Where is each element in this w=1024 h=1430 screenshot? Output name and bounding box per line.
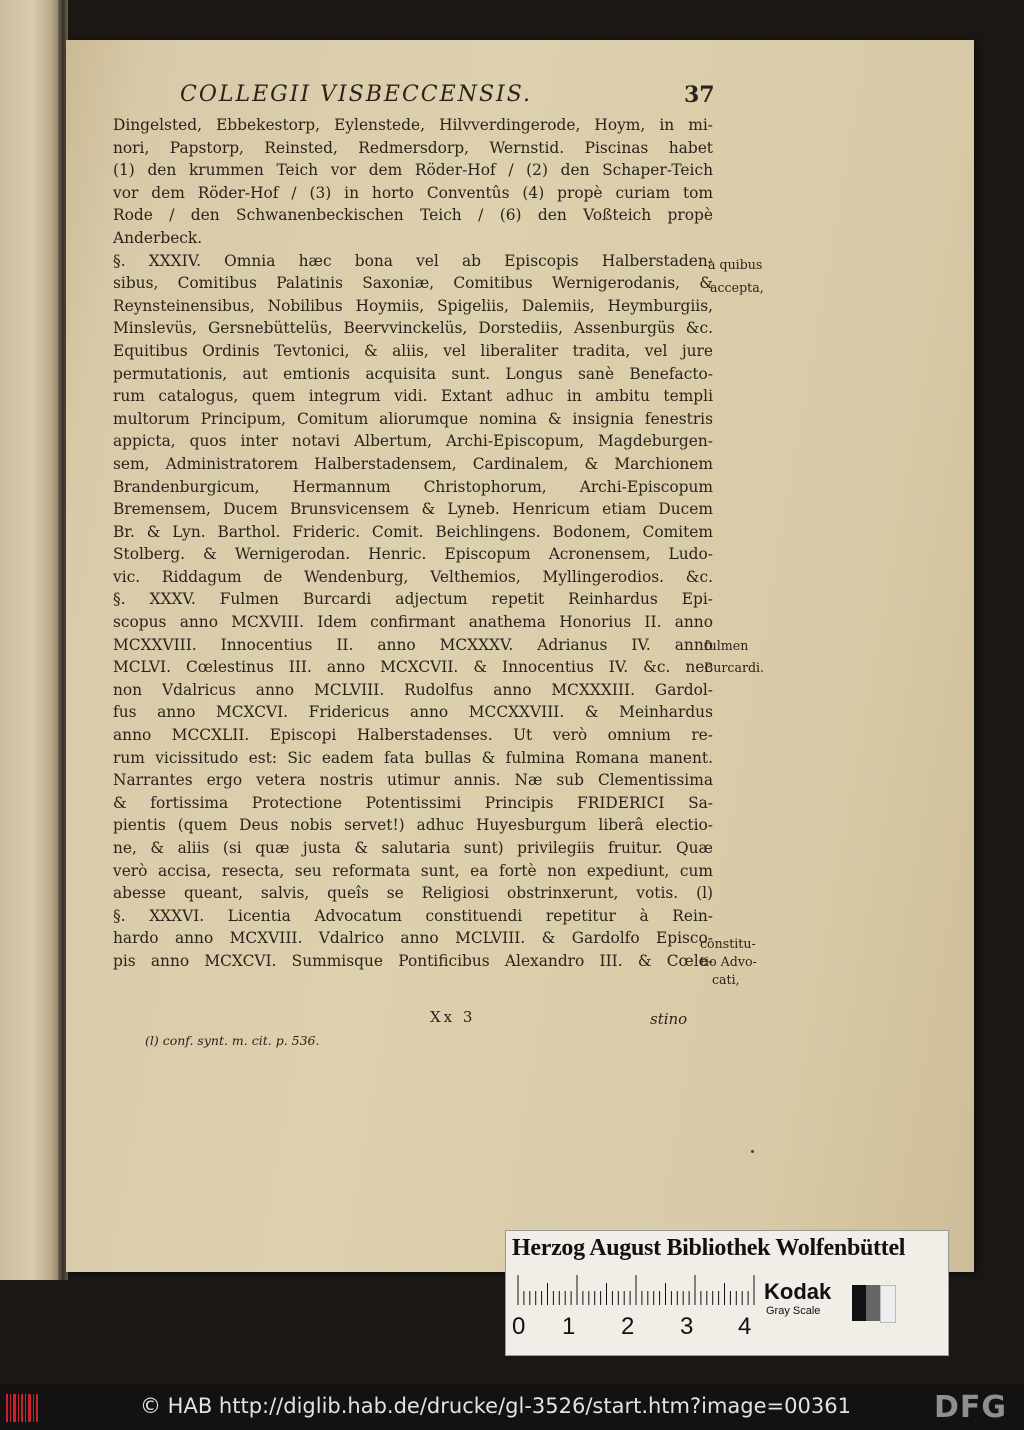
ruler-number: 3	[680, 1313, 694, 1340]
text-line: vic. Riddagum de Wendenburg, Velthemios, Myllingerodios. &c.	[113, 567, 713, 586]
text-line: Bremensem, Ducem Brunsvicensem & Lyneb. Henricum etiam Ducem	[113, 500, 713, 519]
text-line: multorum Principum, Comitum aliorumque nomina & insignia fenestris	[113, 409, 713, 428]
text-line: Narrantes ergo vetera nostris utimur annis. Næ sub Clementissima	[113, 771, 713, 790]
gray-scale-label: Gray Scale	[766, 1305, 821, 1317]
margin-note-quibus: à quibus	[708, 257, 763, 272]
text-line: abesse queant, salvis, queîs se Religiosi obstrinxerunt, votis. (l)	[113, 884, 713, 903]
margin-note-constitutio: constitu-	[700, 936, 756, 951]
text-line: vor dem Röder-Hof / (3) in horto Conventûs (4) propè curiam tom	[113, 183, 713, 202]
text-line: Stolberg. & Wernigerodan. Henric. Episcopum Acronensem, Ludo-	[113, 545, 713, 564]
text-line: scopus anno MCXVIII. Idem confirmant anathema Honorius II. anno	[113, 613, 713, 632]
text-line: Minslevüs, Gersnebüttelüs, Beervvinckelüs, Dorstediis, Assenburgüs &c.	[113, 319, 713, 338]
text-line: anno MCCXLII. Episcopi Halberstadenses. Ut verò omnium re-	[113, 726, 713, 745]
margin-note-accepta: accepta,	[710, 280, 764, 295]
text-line: appicta, quos inter notavi Albertum, Archi-Episcopum, Magdeburgen-	[113, 432, 713, 451]
hab-color-target	[505, 1230, 949, 1356]
gray-swatch-mid	[866, 1285, 880, 1321]
barcode-icon	[6, 1394, 40, 1422]
dfg-logo: DFG	[934, 1390, 1008, 1425]
text-line: fus anno MCXCVI. Fridericus anno MCCXXVIII. & Meinhardus	[113, 703, 713, 722]
margin-note-burcardi: Burcardi.	[704, 660, 765, 675]
viewer-footer	[0, 1386, 1024, 1430]
catchword: stino	[650, 1010, 688, 1028]
signature-mark: Xx 3	[430, 1008, 476, 1026]
page-number: 37	[684, 82, 715, 108]
text-line: Anderbeck.	[113, 228, 203, 247]
margin-note-fulmen: fulmen	[704, 638, 749, 653]
text-line: (1) den krummen Teich vor dem Röder-Hof / (2) den Schaper-Teich	[113, 161, 713, 180]
kodak-logo: Kodak	[764, 1279, 832, 1304]
text-line: sem, Administratorem Halberstadensem, Cardinalem, & Marchionem	[113, 454, 713, 473]
running-header: COLLEGII VISBECCENSIS.	[180, 82, 532, 107]
text-line: pientis (quem Deus nobis servet!) adhuc Huyesburgum liberâ electio-	[113, 816, 713, 835]
text-line: ne, & aliis (si quæ justa & salutaria sunt) privilegiis fruitur. Quæ	[113, 839, 713, 857]
margin-note-cati: cati,	[712, 972, 740, 987]
ruler-number: 2	[621, 1313, 635, 1340]
footnote: (l) conf. synt. m. cit. p. 536.	[145, 1033, 320, 1048]
margin-note-tio-advo: tio Advo-	[700, 954, 757, 969]
text-line: hardo anno MCXVIII. Vdalrico anno MCLVIII. & Gardolfo Episco-	[113, 929, 713, 948]
text-line: §. XXXIV. Omnia hæc bona vel ab Episcopis Halberstaden-	[113, 251, 713, 270]
gray-swatch-black	[852, 1285, 866, 1321]
gray-swatch-white	[880, 1285, 896, 1323]
text-line: Brandenburgicum, Hermannum Christophorum, Archi-Episcopum	[113, 477, 713, 496]
text-line: Br. & Lyn. Barthol. Frideric. Comit. Beichlingens. Bodonem, Comitem	[113, 522, 713, 541]
text-line: §. XXXV. Fulmen Burcardi adjectum repetit Reinhardus Epi-	[113, 590, 713, 609]
text-line: Rode / den Schwanenbeckischen Teich / (6) den Voßteich propè	[113, 206, 713, 225]
ruler-number: 1	[562, 1313, 576, 1340]
facing-page-edge	[0, 0, 60, 1280]
text-line: §. XXXVI. Licentia Advocatum constituendi repetitur à Rein-	[113, 906, 713, 925]
ruler-number: 0	[512, 1313, 526, 1340]
text-line: MCLVI. Cœlestinus III. anno MCXCVII. & Innocentius IV. &c. nec	[113, 658, 713, 677]
text-line: rum vicissitudo est: Sic eadem fata bullas & fulmina Romana manent.	[113, 748, 713, 767]
copyright-url[interactable]: © HAB http://diglib.hab.de/drucke/gl-3526/start.htm?image=00361	[140, 1394, 851, 1418]
text-line: rum catalogus, quem integrum vidi. Extant adhuc in ambitu templi	[113, 387, 713, 406]
text-line: non Vdalricus anno MCLVIII. Rudolfus anno MCXXXIII. Gardol-	[113, 680, 713, 699]
paper-speck	[751, 1150, 754, 1153]
body-text	[113, 114, 713, 973]
text-line: Reynsteinensibus, Nobilibus Hoymiis, Spigeliis, Dalemiis, Heymburgiis,	[113, 296, 713, 315]
text-line: permutationis, aut emtionis acquisita sunt. Longus sanè Benefacto-	[113, 364, 713, 383]
text-line: Equitibus Ordinis Tevtonici, & aliis, vel liberaliter tradita, vel jure	[113, 341, 713, 360]
text-line: sibus, Comitibus Palatinis Saxoniæ, Comitibus Wernigerodanis, &	[113, 274, 713, 293]
text-line: nori, Papstorp, Reinsted, Redmersdorp, Wernstid. Piscinas habet	[113, 138, 713, 157]
measurement-ruler	[516, 1275, 756, 1305]
ruler-number: 4	[738, 1313, 752, 1340]
text-line: pis anno MCXCVI. Summisque Pontificibus Alexandro III. & Cœle-	[113, 951, 713, 970]
text-line: MCXXVIII. Innocentius II. anno MCXXXV. Adrianus IV. anno	[113, 635, 713, 654]
text-line: Dingelsted, Ebbekestorp, Eylenstede, Hilvverdingerode, Hoym, in mi-	[113, 116, 713, 134]
hab-library-title: Herzog August Bibliothek Wolfenbüttel	[512, 1235, 906, 1261]
text-line: & fortissima Protectione Potentissimi Principis FRIDERICI Sa-	[113, 793, 713, 812]
text-line: verò accisa, resecta, seu reformata sunt, ea fortè non expediunt, cum	[113, 861, 713, 880]
